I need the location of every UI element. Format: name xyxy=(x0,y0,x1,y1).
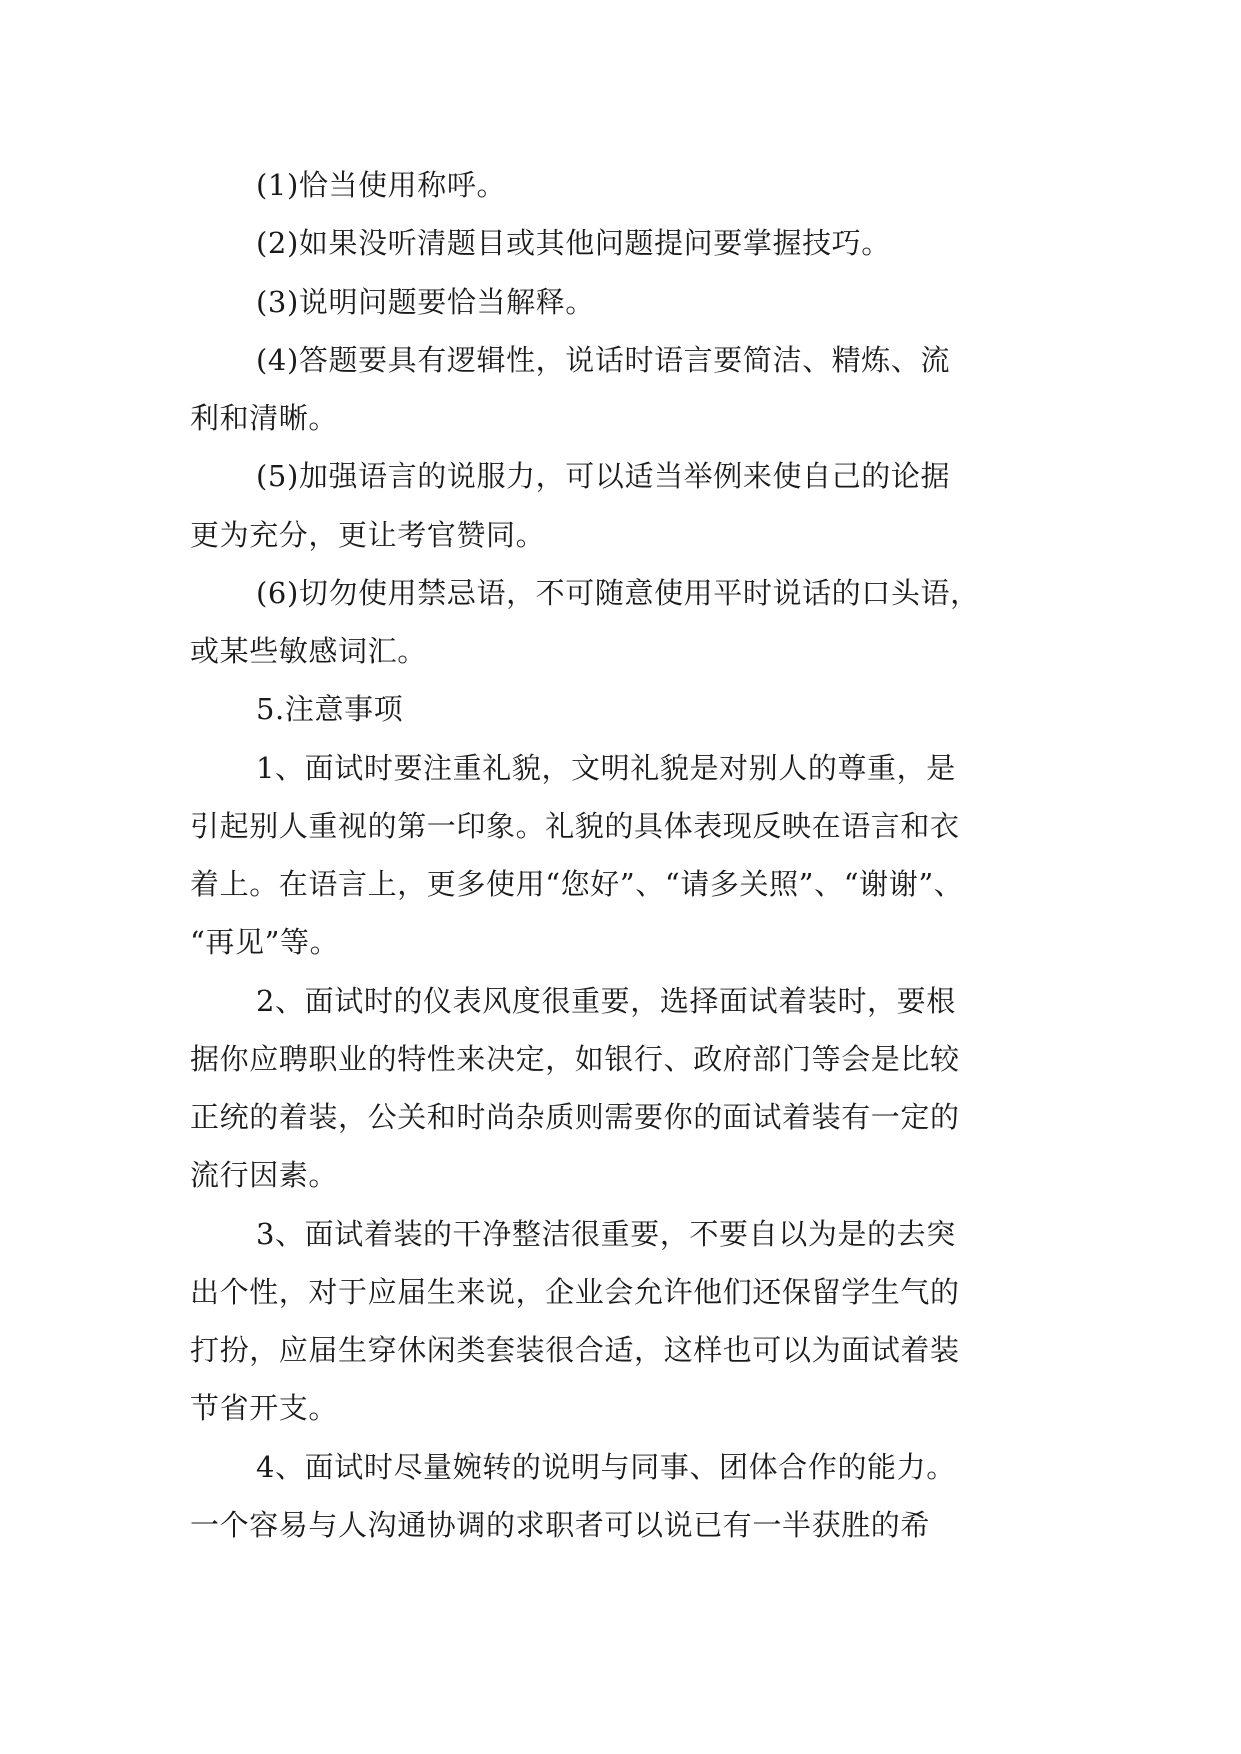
text-line: (6)切勿使用禁忌语，不可随意使用平时说话的口头语， xyxy=(256,575,980,610)
text-line: 着上。在语言上，更多使用“您好”、“请多关照”、“谢谢”、 xyxy=(190,867,964,901)
text-line: 2、面试时的仪表风度很重要，选择面试着装时，要根 xyxy=(256,983,956,1018)
text-line: 正统的着装，公关和时尚杂质则需要你的面试着装有一定的 xyxy=(190,1100,960,1134)
text-line: 一个容易与人沟通协调的求职者可以说已有一半获胜的希 xyxy=(190,1507,931,1542)
text-line: (3)说明问题要恰当解释。 xyxy=(256,284,595,319)
text-line: “再见”等。 xyxy=(190,925,340,960)
text-line: (5)加强语言的说服力，可以适当举例来使自己的论据 xyxy=(256,459,951,494)
document-body xyxy=(190,156,1052,1554)
text-line: 5.注意事项 xyxy=(256,692,404,727)
text-line: 引起别人重视的第一印象。礼貌的具体表现反映在语言和衣 xyxy=(190,808,960,843)
text-line: 流行因素。 xyxy=(190,1158,339,1193)
text-line: (2)如果没听清题目或其他问题提问要掌握技巧。 xyxy=(256,226,891,261)
text-line: 或某些敏感词汇。 xyxy=(190,634,427,668)
text-line: (1)恰当使用称呼。 xyxy=(256,168,507,202)
text-line: (4)答题要具有逻辑性，说话时语言要简洁、精炼、流 xyxy=(256,342,951,377)
text-line: 3、面试着装的干净整洁很重要，不要自以为是的去突 xyxy=(256,1216,956,1251)
text-line: 出个性，对于应届生来说，企业会允许他们还保留学生气的 xyxy=(190,1274,960,1309)
text-line: 1、面试时要注重礼貌，文明礼貌是对别人的尊重，是 xyxy=(256,750,956,785)
text-line: 利和清晰。 xyxy=(190,401,339,435)
text-line: 节省开支。 xyxy=(190,1391,339,1426)
text-line: 打扮，应届生穿休闲类套装很合适，这样也可以为面试着装 xyxy=(190,1333,960,1367)
text-line: 更为充分，更让考官赞同。 xyxy=(190,517,546,552)
text-line: 据你应聘职业的特性来决定，如银行、政府部门等会是比较 xyxy=(190,1041,960,1076)
text-line: 4、面试时尽量婉转的说明与同事、团体合作的能力。 xyxy=(256,1449,956,1484)
